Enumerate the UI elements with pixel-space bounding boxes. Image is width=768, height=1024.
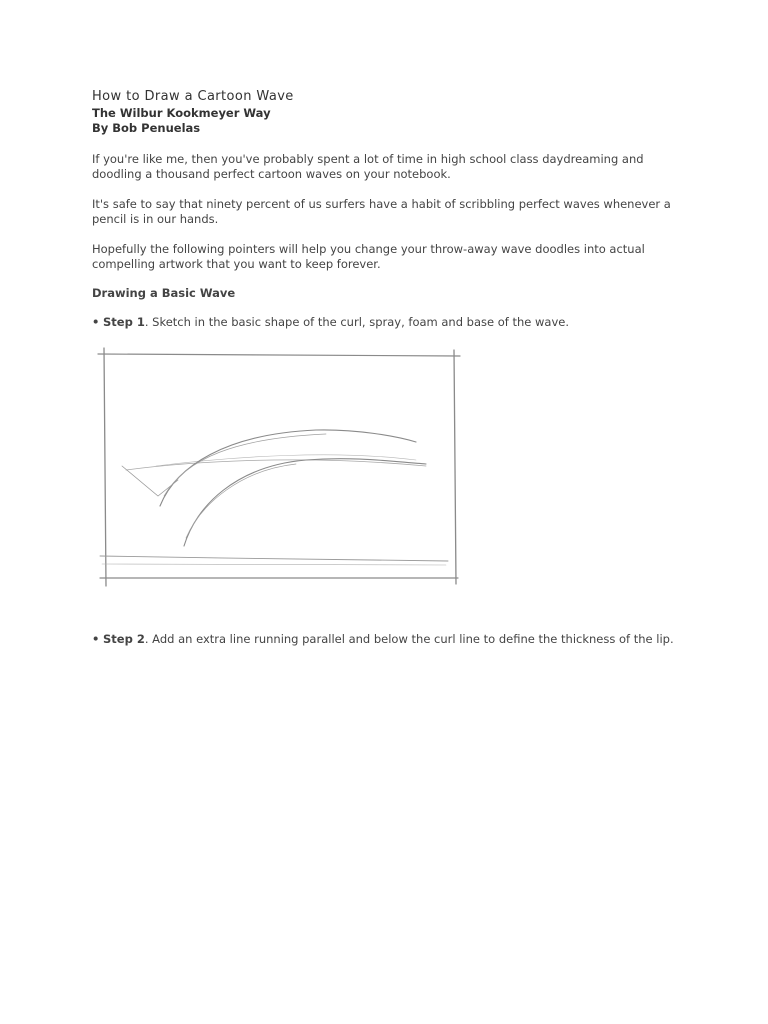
document-title: How to Draw a Cartoon Wave — [92, 89, 294, 104]
step-2-label: Step 2 — [103, 632, 145, 646]
sketch-frame-right — [454, 350, 456, 584]
step-2-text: . Add an extra line running parallel and below the curl line to define the thickness of the lip. — [144, 632, 674, 646]
intro-paragraph-2: It's safe to say that ninety percent of us surfers have a habit of scribbling perfect waves whenever a pencil is in our hands. — [92, 197, 671, 226]
step-2-bullet: • — [92, 632, 100, 646]
document-byline: By Bob Penuelas — [92, 121, 201, 135]
sketch-foam — [122, 466, 178, 496]
section-heading: Drawing a Basic Wave — [92, 286, 236, 300]
step-1-label: Step 1 — [103, 315, 145, 329]
intro-paragraph-3: Hopefully the following pointers will help you change your throw-away wave doodles into actual compelling artwork that you want to keep forever. — [92, 242, 645, 271]
step-1-bullet: • — [92, 315, 100, 329]
sketch-wave-base — [100, 556, 448, 561]
step-1-text: . Sketch in the basic shape of the curl, spray, foam and base of the wave. — [144, 315, 569, 329]
document-page — [92, 88, 692, 647]
sketch-frame-top — [98, 354, 460, 356]
document-subtitle: The Wilbur Kookmeyer Way — [92, 106, 271, 120]
step-2 — [92, 632, 692, 647]
wave-sketch-illustration — [96, 346, 466, 596]
sketch-curl-inner — [184, 459, 426, 546]
sketch-frame-left — [104, 348, 106, 586]
sketch-curl-outer — [160, 430, 416, 506]
intro-paragraph-1: If you're like me, then you've probably spent a lot of time in high school class daydreaming and doodling a thousand perfect cartoon waves on your notebook. — [92, 152, 644, 181]
step-1 — [92, 315, 692, 330]
